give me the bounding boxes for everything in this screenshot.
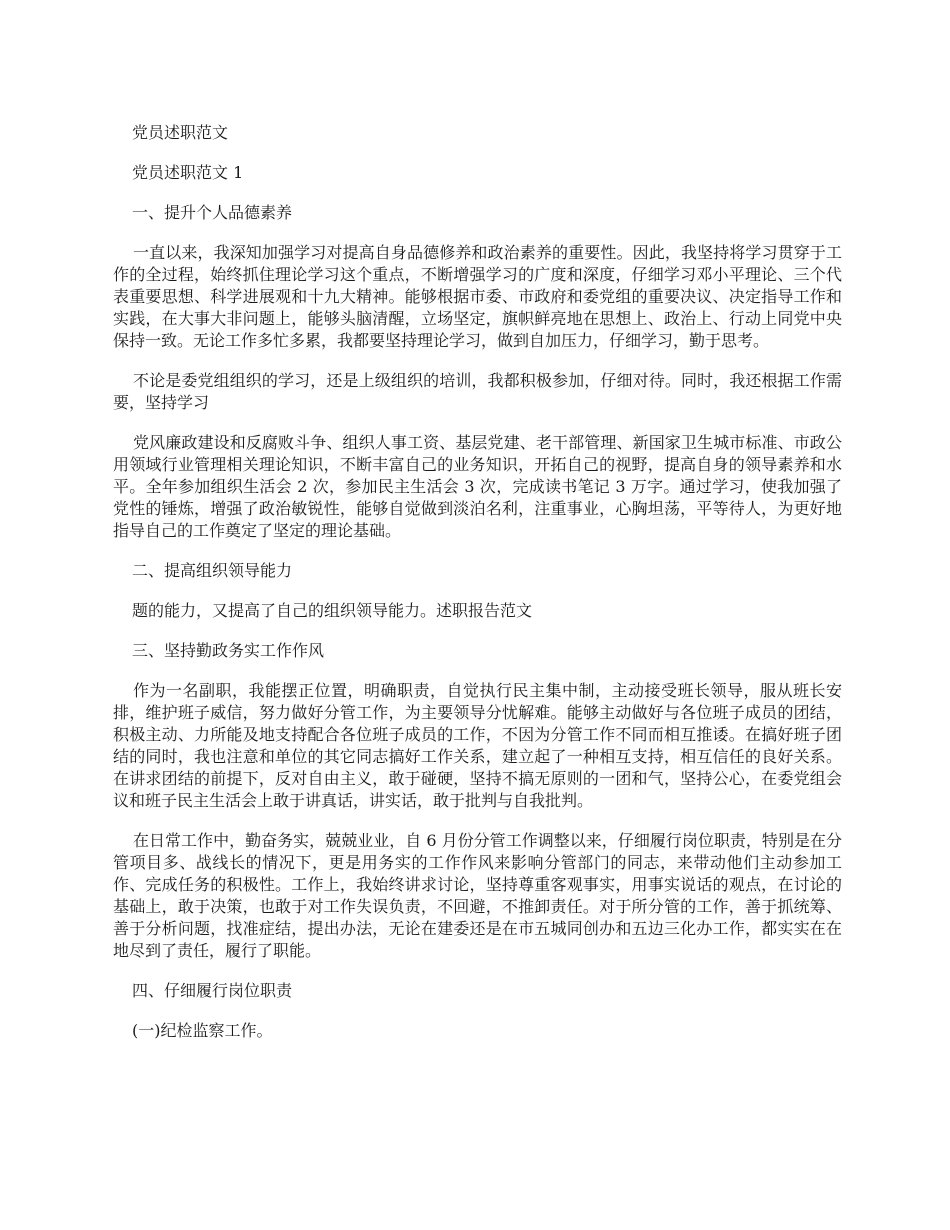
paragraph-3: 党风廉政建设和反腐败斗争、组织人事工资、基层党建、老干部管理、新国家卫生城市标准、市政公用领域行业管理相关理论知识，不断丰富自己的业务知识，开拓自己的视野，提高自身的领导素养和水平。全年参加组织生活会 2 次，参加民主生活会 3 次，完成读书笔记 3 万字。通过学习，使我加强了党性的锤炼，增强了政治敏锐性，能够自觉做到淡泊名利，注重事业，心胸坦荡，平等待人，为更好地指导自己的工作奠定了坚定的理论基础。 — [113, 433, 842, 540]
section-heading-3: 三、坚持勤政务实工作作风 — [132, 641, 325, 660]
document-title: 党员述职范文 — [132, 123, 229, 142]
list-item-1: (一)纪检监察工作。 — [132, 1021, 273, 1040]
section-heading-1: 一、提升个人品德素养 — [132, 203, 293, 222]
paragraph-5: 作为一名副职，我能摆正位置，明确职责，自觉执行民主集中制，主动接受班长领导，服从班长安排，维护班子威信，努力做好分管工作，为主要领导分忧解难。能够主动做好与各位班子成员的团结，积极主动、力所能及地支持配合各位班子成员的工作，不因为分管工作不同而相互推诿。在搞好班子团结的同时，我也注意和单位的其它同志搞好工作关系，建立起了一种相互支持，相互信任的良好关系。在讲求团结的前提下，反对自由主义，敢于碰硬，坚持不搞无原则的一团和气，坚持公心，在委党组会议和班子民主生活会上敢于讲真话，讲实话，敢于批判与自我批判。 — [113, 681, 842, 810]
paragraph-6: 在日常工作中，勤奋务实，兢兢业业，自 6 月份分管工作调整以来，仔细履行岗位职责，特别是在分管项目多、战线长的情况下，更是用务实的工作作风来影响分管部门的同志，来带动他们主动参加工作、完成任务的积极性。工作上，我始终讲求讨论，坚持尊重客观事实，用事实说话的观点，在讨论的基础上，敢于决策，也敢于对工作失误负责，不回避，不推卸责任。对于所分管的工作，善于抓统筹、善于分析问题，找准症结，提出办法，无论在建委还是在市五城同创办和五边三化办工作，都实实在在地尽到了责任，履行了职能。 — [113, 831, 842, 960]
section-heading-2: 二、提高组织领导能力 — [132, 561, 293, 580]
section-heading-4: 四、仔细履行岗位职责 — [132, 981, 293, 1000]
paragraph-1: 一直以来，我深知加强学习对提高自身品德修养和政治素养的重要性。因此，我坚持将学习贯穿于工作的全过程，始终抓住理论学习这个重点，不断增强学习的广度和深度，仔细学习邓小平理论、三个代表重要思想、科学进展观和十九大精神。能够根据市委、市政府和委党组的重要决议、决定指导工作和实践，在大事大非问题上，能够头脑清醒，立场坚定，旗帜鲜亮地在思想上、政治上、行动上同党中央保持一致。无论工作多忙多累，我都要坚持理论学习，做到自加压力，仔细学习，勤于思考。 — [113, 243, 842, 350]
document-subtitle: 党员述职范文 1 — [132, 163, 244, 182]
paragraph-2: 不论是委党组组织的学习，还是上级组织的培训，我都积极参加，仔细对待。同时，我还根据工作需要，坚持学习 — [113, 371, 842, 412]
paragraph-4: 题的能力，又提高了自己的组织领导能力。述职报告范文 — [132, 601, 533, 620]
